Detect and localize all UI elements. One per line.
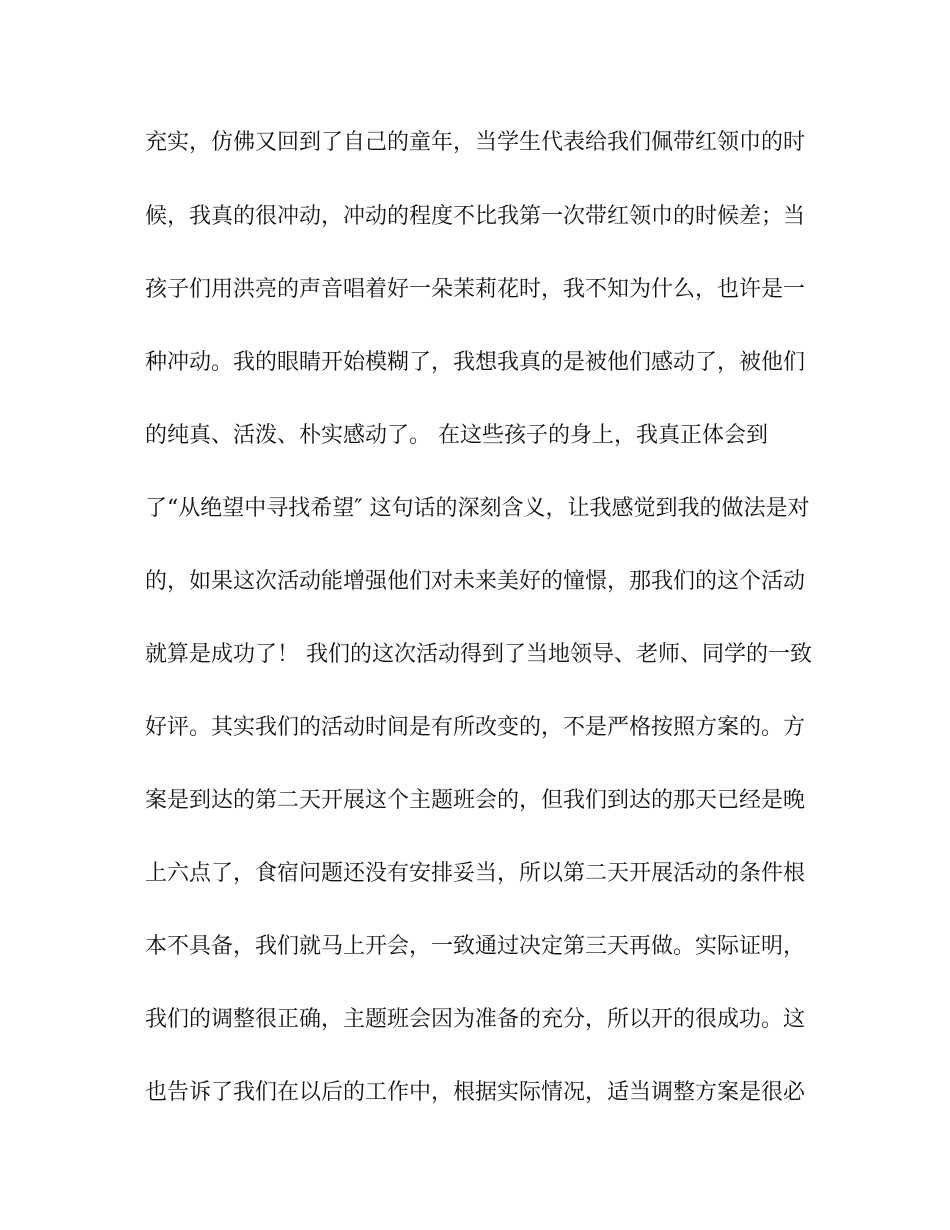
text-line: 种冲动。我的眼睛开始模糊了，我想我真的是被他们感动了，被他们 [145,350,806,375]
text-line: 孩子们用洪亮的声音唱着好一朵茉莉花时，我不知为什么，也许是一 [145,277,806,302]
text-line: 充实，仿佛又回到了自己的童年，当学生代表给我们佩带红领巾的时 [145,130,806,155]
text-line: 就算是成功了！ 我们的这次活动得到了当地领导、老师、同学的一致 [145,642,812,667]
text-line: 本不具备，我们就马上开会，一致通过决定第三天再做。实际证明， [145,934,806,959]
text-line: 也告诉了我们在以后的工作中，根据实际情况，适当调整方案是很必 [145,1080,806,1105]
text-line: 的，如果这次活动能增强他们对未来美好的憧憬，那我们的这个活动 [145,569,806,594]
text-line: 案是到达的第二天开展这个主题班会的，但我们到达的那天已经是晚 [145,788,806,813]
text-line: 我们的调整很正确，主题班会因为准备的充分，所以开的很成功。这 [145,1007,806,1032]
text-line: 好评。其实我们的活动时间是有所改变的，不是严格按照方案的。方 [145,715,806,740]
text-line: 上六点了，食宿问题还没有安排妥当，所以第二天开展活动的条件根 [145,861,806,886]
text-line: 了“从绝望中寻找希望″ 这句话的深刻含义，让我感觉到我的做法是对 [145,496,810,521]
text-line: 的纯真、活泼、朴实感动了。 在这些孩子的身上，我真正体会到 [145,423,768,448]
text-line: 候，我真的很冲动，冲动的程度不比我第一次带红领巾的时候差；当 [145,204,806,229]
